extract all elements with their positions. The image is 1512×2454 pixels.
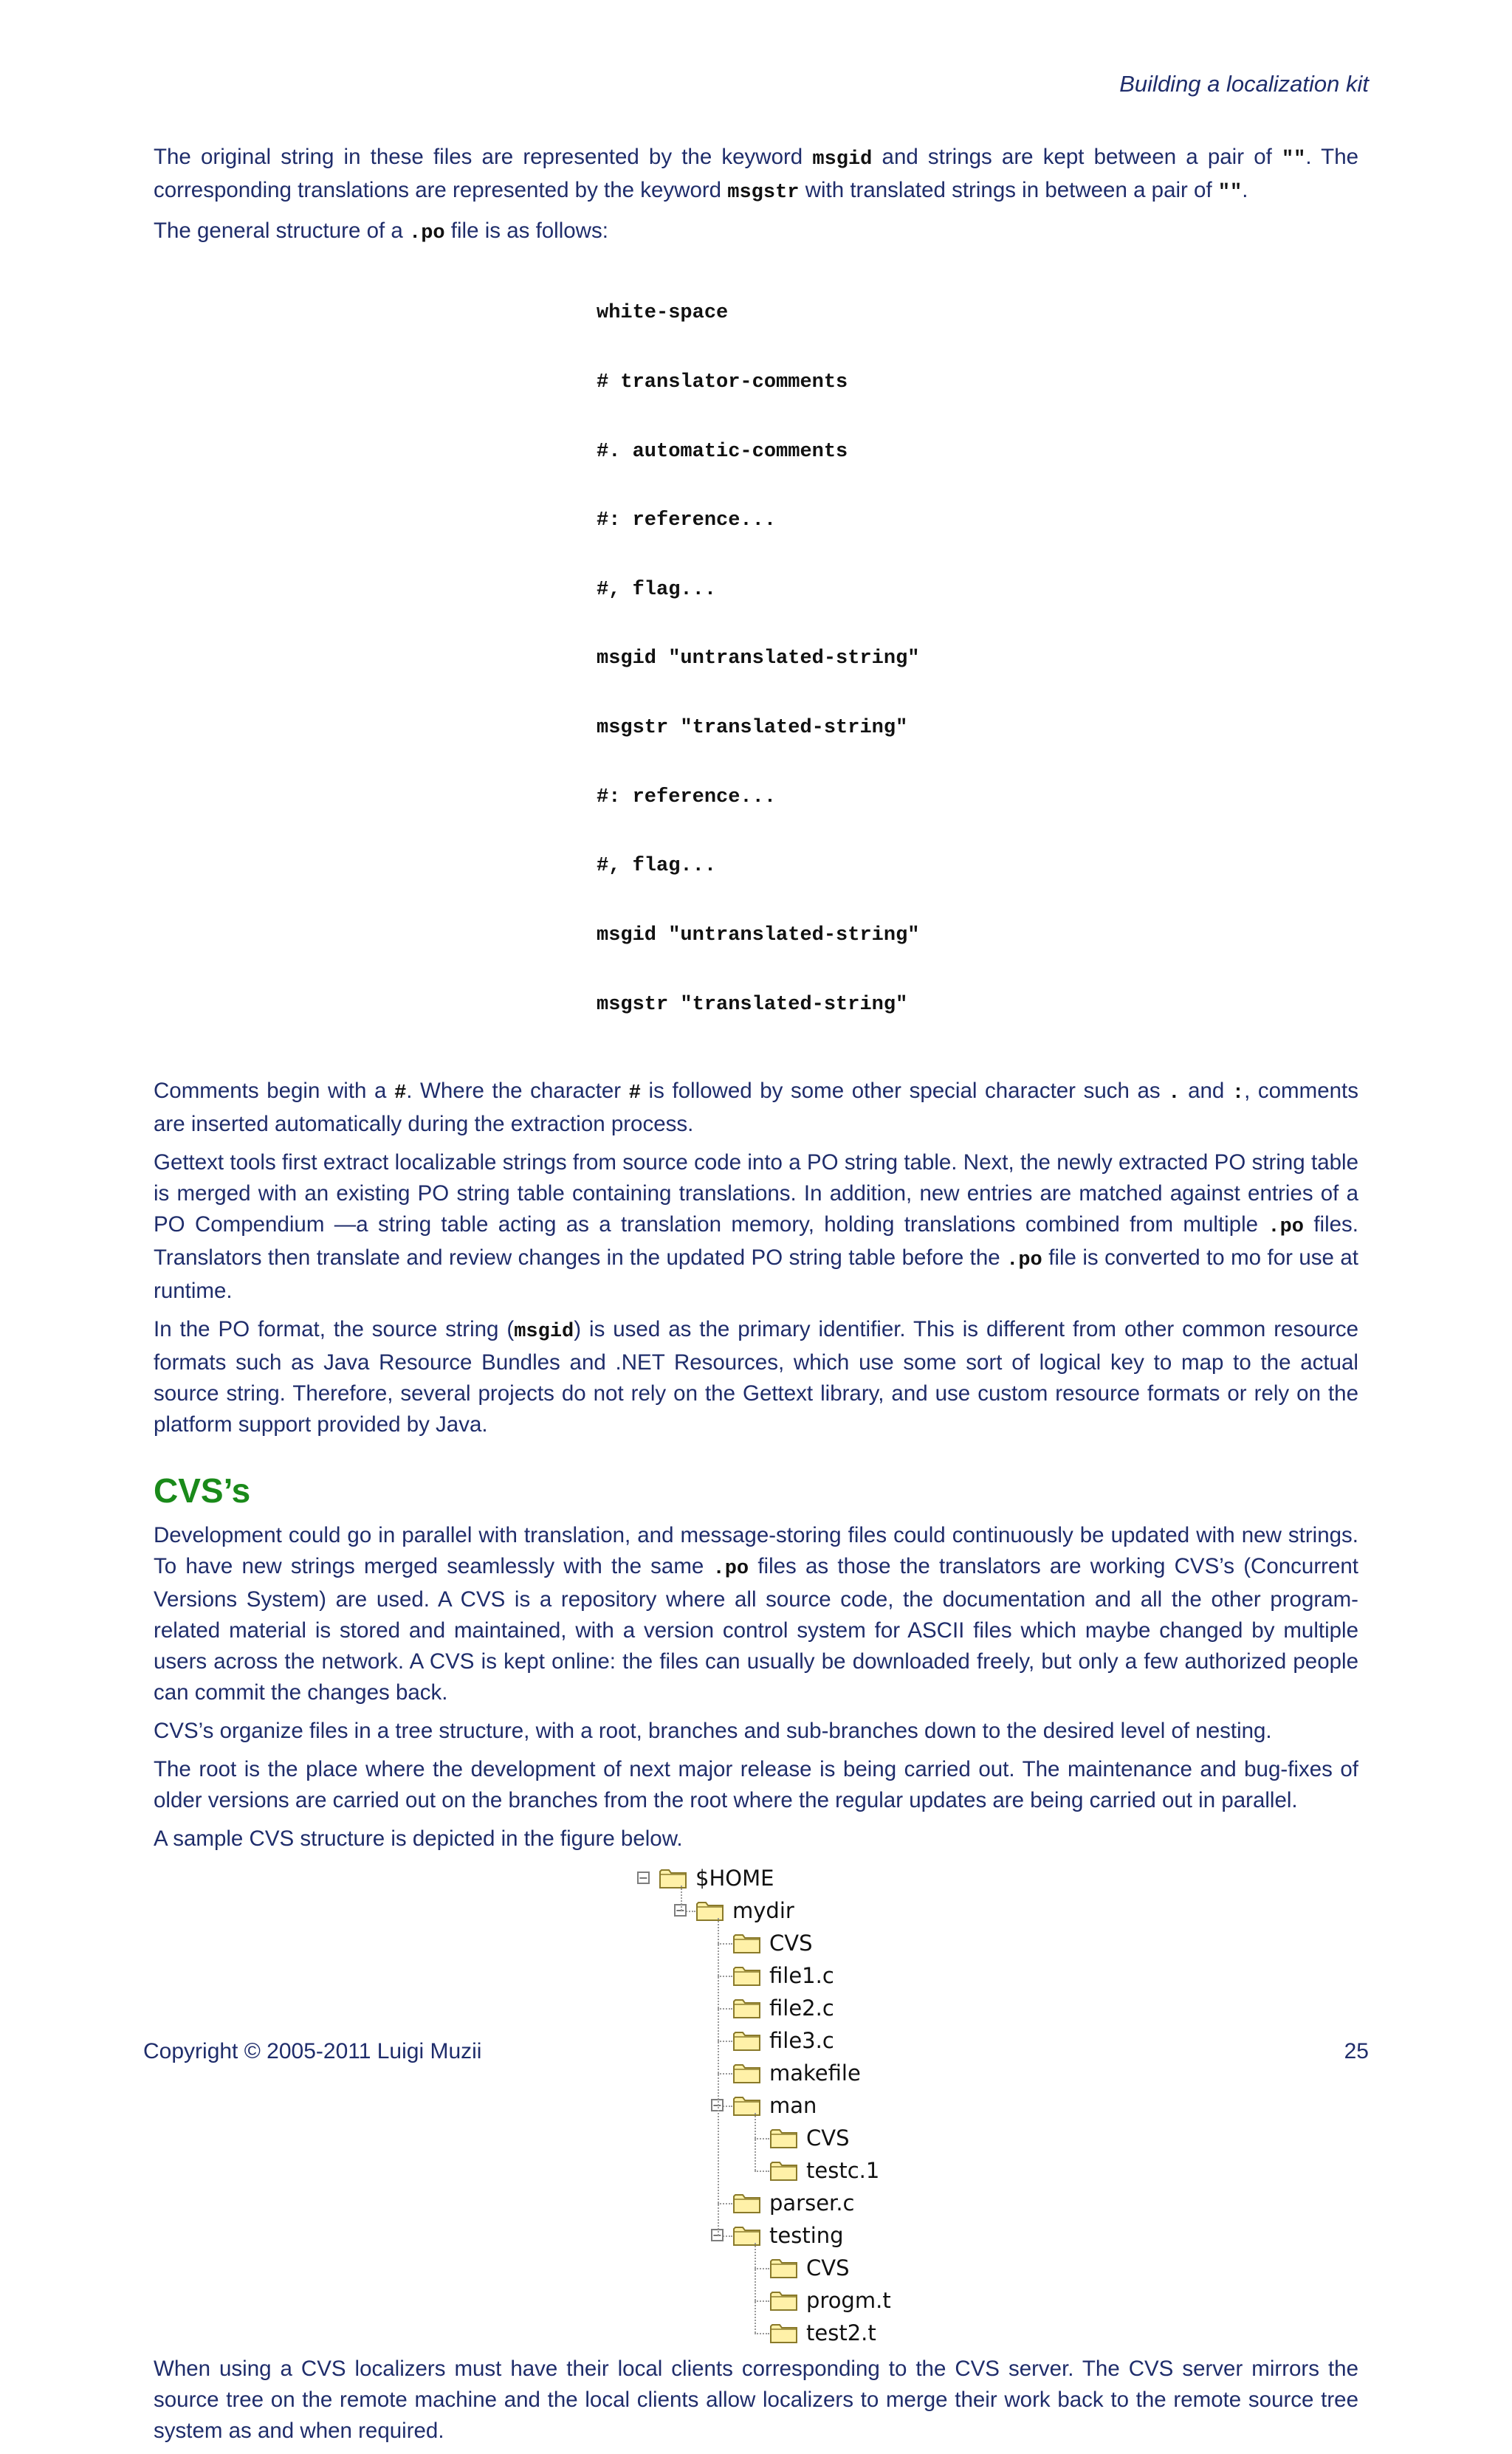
running-header-title: Building a localization kit <box>1119 71 1369 97</box>
folder-icon <box>733 2095 761 2117</box>
tree-node[interactable] <box>733 2190 854 2216</box>
paragraph-po-structure-intro <box>154 216 1358 249</box>
inline-code: . <box>1168 1082 1181 1105</box>
paragraph-gettext-tools <box>154 1147 1358 1307</box>
tree-node[interactable] <box>733 1995 834 2021</box>
tree-connector <box>755 2300 769 2302</box>
tree-connector <box>755 2333 769 2334</box>
tree-node-label: progm.t <box>806 2288 891 2314</box>
tree-node-label: CVS <box>806 2255 850 2281</box>
text-run: Gettext tools first extract localizable strings from source code into a PO string table. Next, the newly extracted PO string table is merged with an existing PO string table containing translations. In addition, new entries are matched against entries of a PO Compendium <box>154 1150 1358 1237</box>
tree-node[interactable] <box>770 2157 879 2184</box>
tree-node[interactable] <box>733 1962 834 1989</box>
text-run: . The corresponding translations are represented by the keyword <box>154 145 1359 202</box>
folder-icon <box>733 2225 761 2247</box>
tree-connector <box>681 1886 682 1911</box>
tree-connector <box>718 1943 732 1945</box>
text-run: ) is used as the primary identifier. This is different from other common resource formats such as Java Resource Bundles and .NET Resources, which use some sort of logical key to map to the actual source string. Therefore, several projects do not rely on the Gettext library, and use custom resource formats or rely on the platform support provided by Java. <box>154 1317 1358 1437</box>
tree-node[interactable] <box>733 2027 834 2054</box>
tree-node[interactable] <box>733 1930 813 1956</box>
code-line: msgstr "translated-string" <box>597 717 908 740</box>
tree-node[interactable] <box>733 2092 817 2119</box>
paragraph-comments <box>154 1076 1358 1140</box>
paragraph-po-format <box>154 1314 1358 1440</box>
tree-node[interactable] <box>770 2320 876 2346</box>
text-run: , comments are inserted automatically during the extraction process. <box>154 1079 1358 1137</box>
text-run: files as those the translators are working CVS’s (Concurrent Versions System) are used. A CVS is a repository where all source code, the documentation and all the other program-related material is stored and maintained, with a version control system for ASCII files which maybe changed by multiple users across the network. A CVS is kept online: the files can usually be downloaded freely, but only a few authorized people can commit the changes back. <box>154 1554 1358 1705</box>
tree-connector <box>718 1918 719 2235</box>
text-run: string table acting as a translation memory, holding translations combined from multiple <box>368 1212 1268 1237</box>
tree-node-label: testc.1 <box>806 2158 880 2184</box>
tree-connector <box>755 2268 769 2269</box>
inline-code: .po <box>409 222 445 244</box>
folder-icon <box>770 2258 798 2279</box>
text-run: and <box>1180 1079 1232 1104</box>
cvs-tree-figure <box>154 1862 1358 2349</box>
tree-connector <box>718 2203 732 2204</box>
paragraph-figure-intro: A sample CVS structure is depicted in the figure below. <box>154 1826 683 1852</box>
inline-code: msgstr <box>727 182 800 204</box>
folder-icon <box>733 2193 761 2214</box>
code-line: #: reference... <box>597 786 777 808</box>
inline-code: msgid <box>812 148 873 171</box>
code-line: #, flag... <box>597 855 717 878</box>
tree-node[interactable] <box>659 1865 774 1891</box>
inline-code: .po <box>1268 1216 1305 1239</box>
tree-connector <box>718 1976 732 1977</box>
tree-node[interactable] <box>770 2255 850 2281</box>
inline-code: : <box>1231 1082 1245 1105</box>
folder-icon <box>733 2030 761 2052</box>
folder-icon <box>659 1868 687 1889</box>
text-run: files. Translators then translate and review changes in the updated PO string table before the <box>154 1212 1358 1271</box>
code-line: msgid "untranslated-string" <box>597 924 920 946</box>
inline-code: "" <box>1217 182 1243 204</box>
tree-node[interactable] <box>733 2222 844 2249</box>
paragraph-cvs-clients: When using a CVS localizers must have their local clients corresponding to the CVS server. The CVS server mirrors the source tree on the remote machine and the local clients allow localizers to merge their work back to the remote source tree system as and when required. <box>154 2357 1358 2444</box>
folder-icon <box>733 1998 761 2019</box>
tree-connector <box>755 2113 756 2171</box>
tree-node-label: CVS <box>806 2125 850 2151</box>
folder-icon <box>733 1933 761 1954</box>
page-number: 25 <box>1344 2039 1369 2063</box>
tree-node-label: testing <box>769 2223 844 2249</box>
folder-icon <box>733 2063 761 2084</box>
tree-node[interactable] <box>733 2060 861 2086</box>
tree-connector <box>718 2073 732 2075</box>
tree-connector <box>755 2171 769 2172</box>
tree-node-label: file1.c <box>769 1963 834 1989</box>
page-body <box>154 142 1358 2454</box>
folder-icon <box>696 1900 724 1922</box>
paragraph-tree-structure: CVS’s organize files in a tree structure, with a root, branches and sub-branches down to the desired level of nesting. <box>154 1719 1272 1744</box>
tree-connector <box>755 2243 756 2333</box>
code-line: # translator-comments <box>597 371 848 394</box>
text-run: The original string in these files are represented by the keyword <box>154 145 813 169</box>
tree-node-label: file2.c <box>769 1996 834 2021</box>
tree-node-label: CVS <box>769 1931 813 1956</box>
tree-node-label: $HOME <box>695 1866 774 1891</box>
code-line: #, flag... <box>597 578 717 601</box>
tree-node-label: mydir <box>732 1898 794 1924</box>
text-run: and strings are kept between a pair of <box>872 145 1282 169</box>
code-line: msgstr "translated-string" <box>597 993 908 1016</box>
tree-connector <box>755 2138 769 2139</box>
text-run: —a <box>334 1212 368 1237</box>
paragraph-cvs-intro <box>154 1520 1358 1708</box>
folder-icon <box>770 2290 798 2312</box>
inline-code: # <box>628 1082 641 1105</box>
tree-node-label: test2.t <box>806 2320 876 2346</box>
inline-code: "" <box>1281 148 1306 171</box>
footer-copyright: Copyright © 2005-2011 Luigi Muzii <box>143 2039 482 2063</box>
text-run: . <box>1242 178 1248 202</box>
code-line: #: reference... <box>597 509 777 532</box>
tree-node-label: parser.c <box>769 2190 855 2216</box>
tree-connector <box>718 2041 732 2042</box>
tree-connector <box>718 2008 732 2010</box>
folder-icon <box>770 2323 798 2344</box>
po-structure-code-block <box>597 256 1358 1062</box>
section-heading: CVS’s <box>154 1471 251 1510</box>
collapse-toggle[interactable]: − <box>712 2097 723 2112</box>
text-run: In the PO format, the source string ( <box>154 1317 515 1342</box>
text-run: file is as follows: <box>444 219 608 243</box>
paragraph-msgid-msgstr <box>154 142 1358 208</box>
tree-node[interactable] <box>770 2287 891 2314</box>
code-line: white-space <box>597 302 729 325</box>
collapse-toggle[interactable]: − <box>638 1870 649 1885</box>
text-run: Comments begin with a <box>154 1079 395 1104</box>
text-run: with translated strings in between a pair of <box>799 178 1218 202</box>
collapse-toggle[interactable]: − <box>675 1903 686 1917</box>
text-run: is followed by some other special character such as <box>640 1079 1169 1104</box>
folder-icon <box>770 2160 798 2182</box>
inline-code: # <box>394 1082 407 1105</box>
inline-code: .po <box>1006 1249 1042 1272</box>
text-run: The general structure of a <box>154 219 409 243</box>
paragraph-root: The root is the place where the development of next major release is being carried out. The maintenance and bug-fixes of older versions are carried out on the branches from the root where the regular updates are being carried out in parallel. <box>154 1757 1358 1813</box>
inline-code: .po <box>712 1558 749 1581</box>
tree-node-label: man <box>769 2093 817 2119</box>
code-line: #. automatic-comments <box>597 440 848 463</box>
text-run: file is converted to mo for use at runtime. <box>154 1245 1358 1304</box>
text-run: Development could go in parallel with translation, and message-storing files could continuously be updated with new strings. To have new strings merged seamlessly with the same <box>154 1523 1358 1579</box>
folder-icon <box>733 1965 761 1987</box>
folder-icon <box>770 2128 798 2149</box>
text-run: . Where the character <box>406 1079 629 1104</box>
inline-code: msgid <box>514 1321 574 1344</box>
code-line: msgid "untranslated-string" <box>597 647 920 670</box>
tree-node-label: file3.c <box>769 2028 834 2054</box>
tree-node-label: makefile <box>769 2061 861 2086</box>
tree-node[interactable] <box>770 2125 850 2151</box>
collapse-toggle[interactable]: − <box>712 2227 723 2242</box>
tree-node[interactable] <box>696 1897 794 1924</box>
